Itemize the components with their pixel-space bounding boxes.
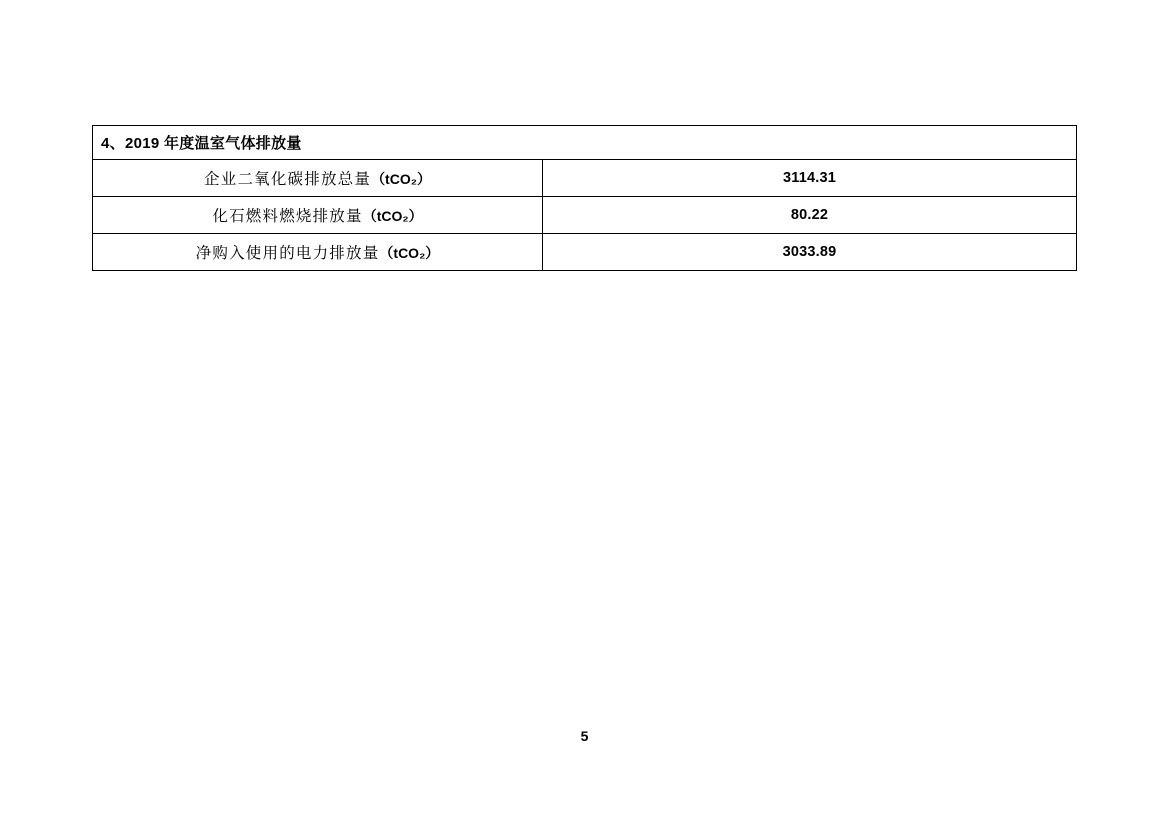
table-row [93, 160, 1077, 197]
page-number: 5 [580, 728, 589, 744]
greenhouse-gas-emissions-table [92, 125, 1077, 271]
table-row [93, 234, 1077, 271]
row-label-purchased-electricity: 净购入使用的电力排放量（tCO₂） [93, 234, 543, 271]
table-title: 4、2019 年度温室气体排放量 [93, 126, 1077, 160]
row-value-fossil-fuel: 80.22 [543, 197, 1077, 234]
table-title-row [93, 126, 1077, 160]
table-row [93, 197, 1077, 234]
row-value-total-co2: 3114.31 [543, 160, 1077, 197]
row-label-fossil-fuel: 化石燃料燃烧排放量（tCO₂） [93, 197, 543, 234]
row-value-purchased-electricity: 3033.89 [543, 234, 1077, 271]
row-label-total-co2: 企业二氧化碳排放总量（tCO₂） [93, 160, 543, 197]
